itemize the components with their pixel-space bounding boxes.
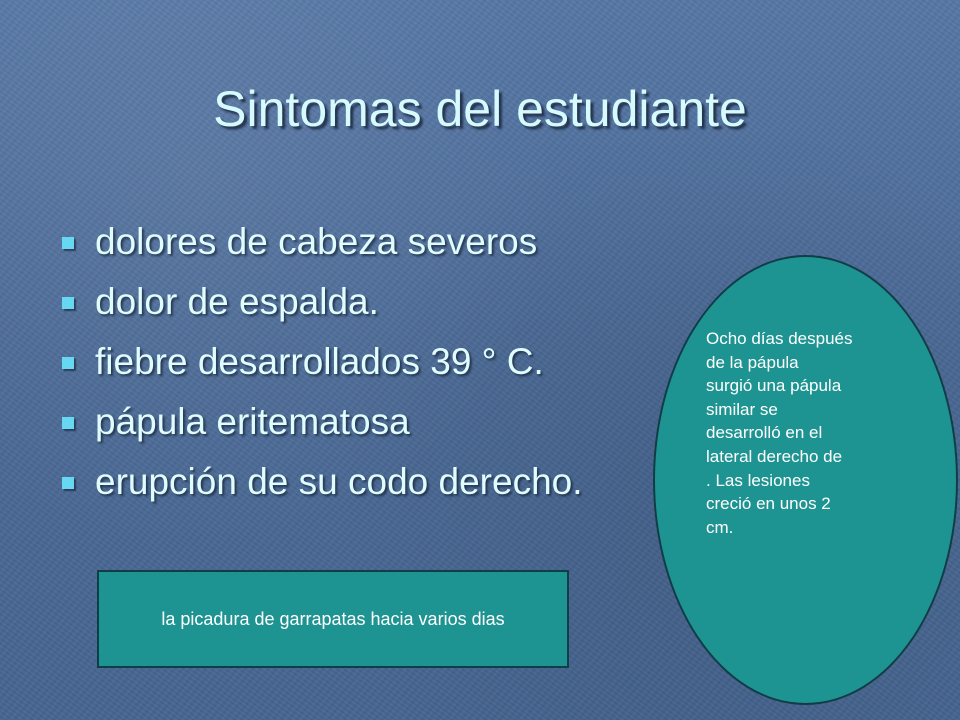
list-item: [62, 394, 583, 454]
list-item: [62, 454, 583, 514]
ellipse-note-line: cm.: [706, 517, 734, 537]
bullet-text: pápula eritematosa: [95, 401, 410, 442]
ellipse-note-text: [706, 327, 906, 539]
ellipse-note-line: . Las lesiones: [706, 470, 810, 490]
bullet-text: fiebre desarrollados 39 ° C.: [95, 341, 544, 382]
square-bullet-icon: [62, 237, 74, 249]
ellipse-note-line: lateral derecho de: [706, 446, 843, 466]
ellipse-note-line: creció en unos 2: [706, 494, 831, 514]
ellipse-note-line: surgió una pápula: [706, 376, 842, 396]
tick-bite-note-box: [97, 570, 569, 668]
symptom-list: [62, 214, 583, 514]
list-item: [62, 334, 583, 394]
square-bullet-icon: [62, 357, 74, 369]
bullet-text: dolores de cabeza severos: [95, 221, 538, 262]
ellipse-note-line: desarrolló en el: [706, 423, 823, 443]
square-bullet-icon: [62, 477, 74, 489]
note-box-text: la picadura de garrapatas hacia varios dias: [161, 608, 505, 629]
slide-title: Sintomas del estudiante: [213, 81, 747, 137]
ellipse-note-line: similar se: [706, 399, 778, 419]
ellipse-note-line: de la pápula: [706, 352, 799, 372]
square-bullet-icon: [62, 297, 74, 309]
list-item: [62, 214, 583, 274]
bullet-text: erupción de su codo derecho.: [95, 461, 583, 502]
list-item: [62, 274, 583, 334]
bullet-text: dolor de espalda.: [95, 281, 379, 322]
square-bullet-icon: [62, 417, 74, 429]
ellipse-note-line: Ocho días después: [706, 329, 853, 348]
